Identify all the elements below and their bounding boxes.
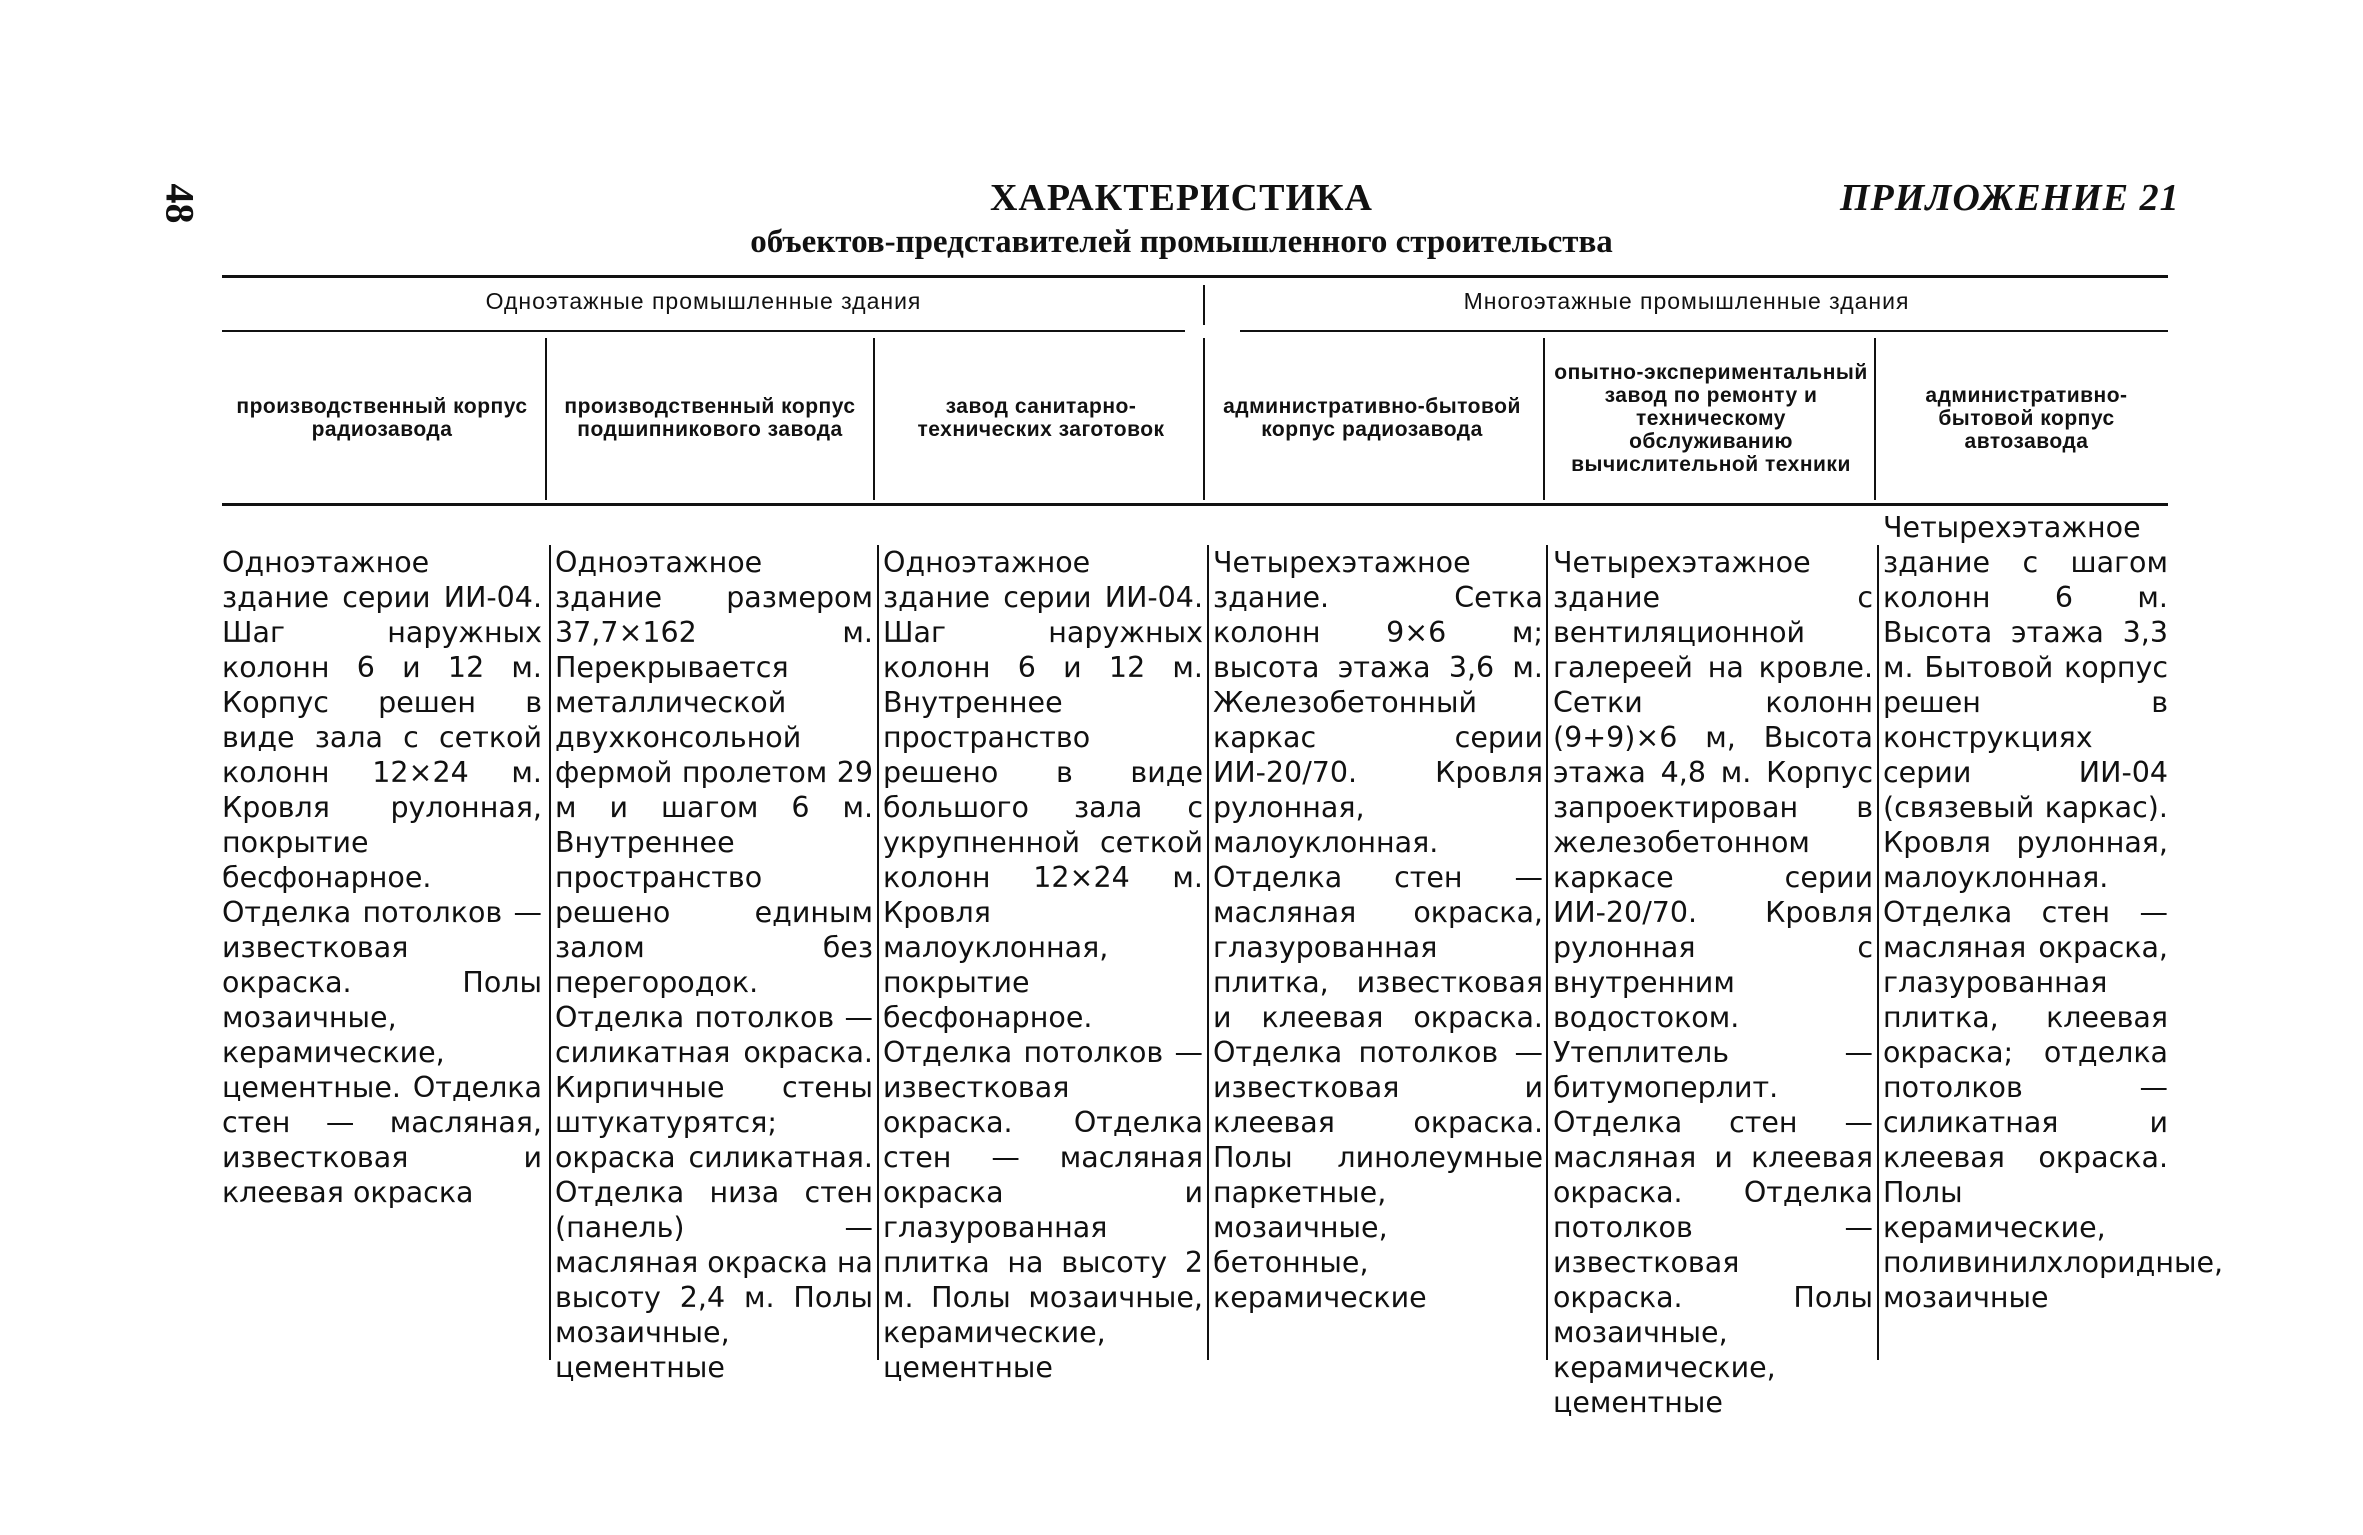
group-underline-right bbox=[1240, 330, 2168, 332]
column-header-2: производственный корпус подшипникового завода bbox=[564, 395, 856, 441]
page-title: ХАРАКТЕРИСТИКА bbox=[989, 177, 1374, 219]
column-divider-2 bbox=[873, 338, 875, 500]
page-subtitle: объектов-представителей промышленного строительства bbox=[750, 224, 1613, 260]
body-divider-1 bbox=[549, 545, 551, 1360]
column-header-1: производственный корпус радиозавода bbox=[236, 395, 528, 441]
column-header-4: административно-бытовой корпус радиозавода bbox=[1223, 395, 1521, 441]
group-divider bbox=[1203, 285, 1205, 325]
column-divider-3 bbox=[1203, 338, 1205, 500]
column-text-1: Одноэтажное здание серии ИИ-04. Шаг наружных колонн 6 и 12 м. Корпус решен в виде зала с сеткой колонн 12×24 м. Кровля рулонная, покрытие бесфонарное. Отделка потолков — известковая окраска. Полы мозаичные, керамические, цементные. Отделка стен — масляная, известковая и клеевая окраска bbox=[222, 546, 542, 1209]
column-text-2: Одноэтажное здание размером 37,7×162 м. Перекрывается металлической двухконсольной фермой пролетом 29 м и шагом 6 м. Внутреннее пространство решено единым залом без перегородок. Отделка потолков — силикатная окраска. Кирпичные стены штукатурятся; окраска силикатная. Отделка низа стен (панель) — масляная окраска на высоту 2,4 м. Полы мозаичные, цементные bbox=[555, 546, 874, 1384]
appendix-label: ПРИЛОЖЕНИЕ 21 bbox=[1840, 177, 2180, 219]
header-bottom-rule bbox=[222, 503, 2168, 506]
column-header-5: опытно-экспериментальный завод по ремонту и техническому обслуживанию вычислительной техники bbox=[1554, 360, 1868, 476]
table-top-rule bbox=[222, 275, 2168, 278]
group-underline-left bbox=[222, 330, 1185, 332]
column-header-3: завод санитарно-технических заготовок bbox=[917, 395, 1165, 441]
column-divider-4 bbox=[1543, 338, 1545, 500]
column-divider-5 bbox=[1874, 338, 1876, 500]
group-header-single-storey: Одноэтажные промышленные здания bbox=[485, 288, 922, 314]
column-divider-1 bbox=[545, 338, 547, 500]
column-text-4: Четырехэтажное здание. Сетка колонн 9×6 м; высота этажа 3,6 м. Железобетонный каркас серии ИИ-20/70. Кровля рулонная, малоуклонная. Отделка стен — масляная окраска, глазурованная плитка, известковая и клеевая окраска. Отделка потолков — известковая и клеевая окраска. Полы линолеумные паркетные, мозаичные, бетонные, керамические bbox=[1213, 546, 1543, 1314]
page-number: 48 bbox=[157, 183, 203, 224]
column-header-6: административно-бытовой корпус автозавода bbox=[1925, 383, 2128, 453]
column-text-6: Четырехэтажное здание с шагом колонн 6 м. Высота этажа 3,3 м. Бытовой корпус решен в конструкциях серии ИИ-04 (связевый каркас). Кровля рулонная, малоуклонная. Отделка стен — масляная окраска, глазурованная плитка, клеевая окраска; отделка потолков — силикатная и клеевая окраска. Полы керамические, поливинилхлоридные, мозаичные bbox=[1883, 511, 2224, 1314]
group-header-multi-storey: Многоэтажные промышленные здания bbox=[1463, 288, 1910, 314]
column-text-5: Четырехэтажное здание с вентиляционной галереей на кровле. Сетки колонн (9+9)×6 м, Высота этажа 4,8 м. Корпус запроектирован в железобетонном каркасе серии ИИ-20/70. Кровля рулонная с внутренним водостоком. Утеплитель — битумоперлит. Отделка стен — масляная и клеевая окраска. Отделка потолков — известковая окраска. Полы мозаичные, керамические, цементные bbox=[1553, 546, 1873, 1419]
body-divider-2 bbox=[877, 545, 879, 1360]
column-text-3: Одноэтажное здание серии ИИ-04. Шаг наружных колонн 6 и 12 м. Внутреннее пространство решено в виде большого зала с укрупненной сеткой колонн 12×24 м. Кровля малоуклонная, покрытие бесфонарное. Отделка потолков — известковая окраска. Отделка стен — масляная окраска и глазурованная плитка на высоту 2 м. Полы мозаичные, керамические, цементные bbox=[883, 546, 1203, 1384]
body-divider-4 bbox=[1546, 545, 1548, 1360]
body-divider-5 bbox=[1877, 545, 1879, 1360]
body-divider-3 bbox=[1207, 545, 1209, 1360]
